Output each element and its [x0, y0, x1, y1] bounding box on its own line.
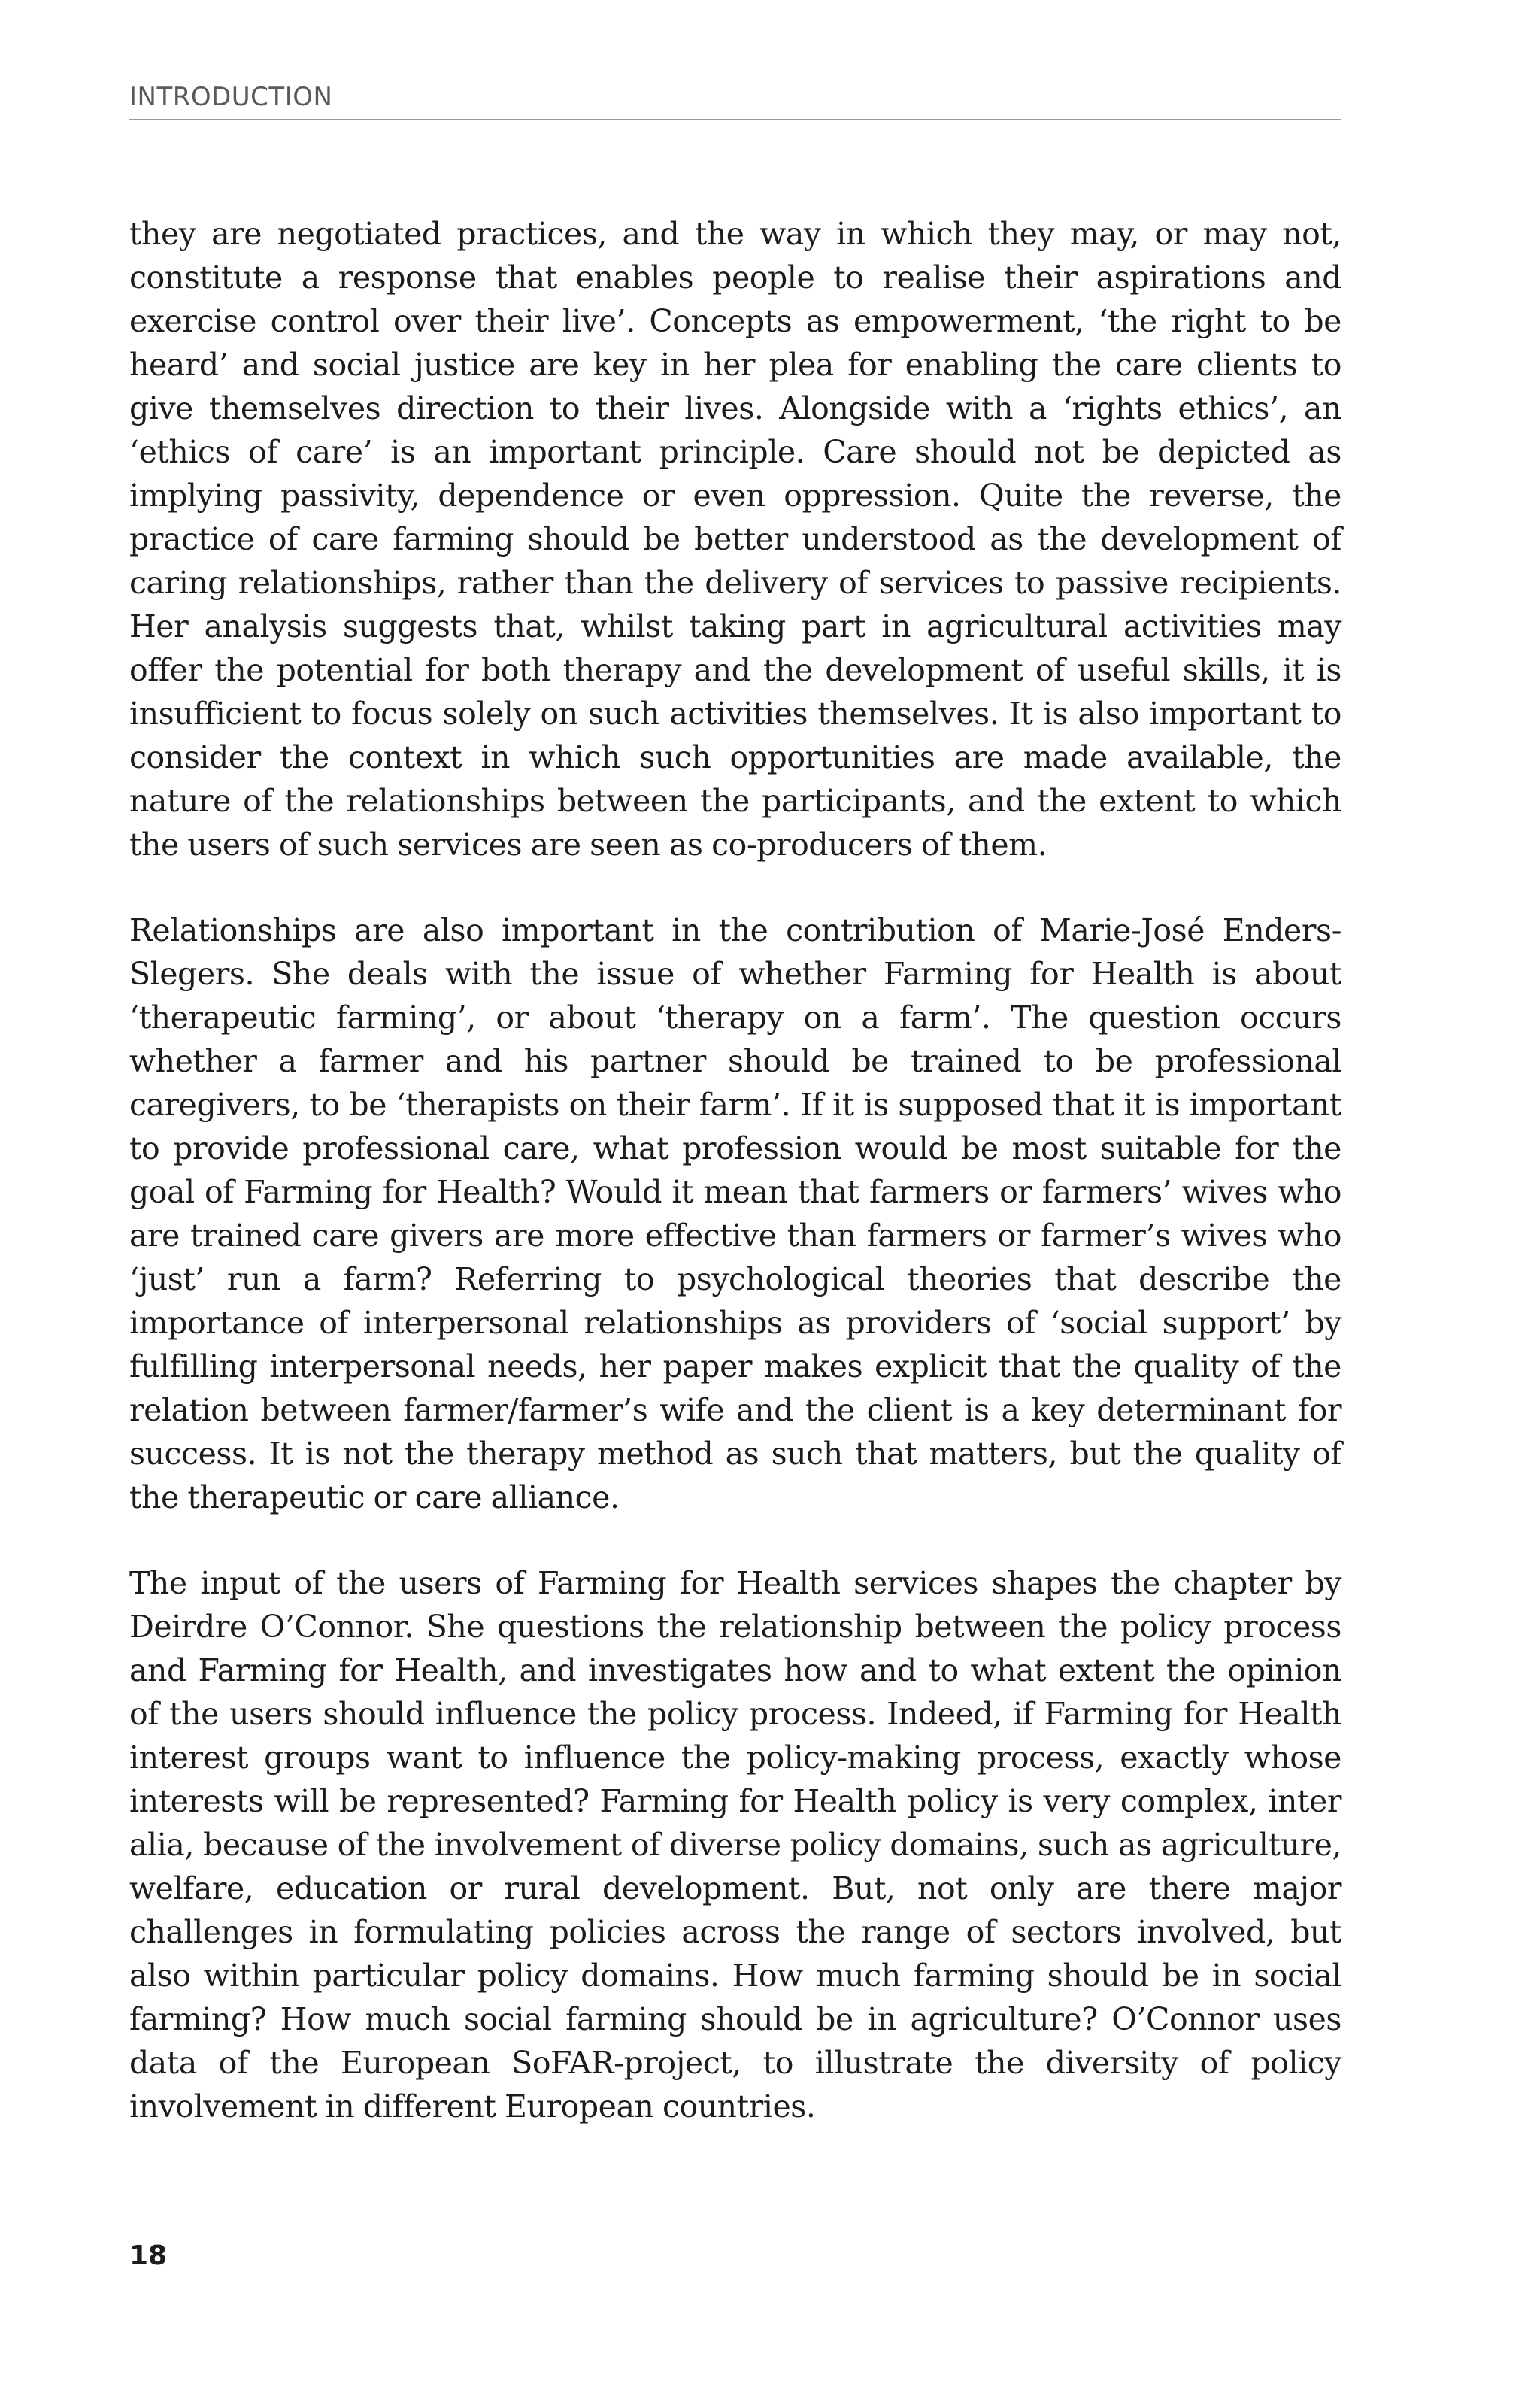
header-rule	[129, 119, 1341, 120]
page-number: 18	[129, 2240, 168, 2271]
paragraph-2: Relationships are also important in the contribution of Marie-José Enders-Slegers. She deals with the issue of whether Farming for Health is about ‘therapeutic farming’, or about ‘therapy on a farm’. The question occurs whether a farmer and his partner should be trained to be professional caregivers, to be ‘therapists on their farm’. If it is supposed that it is important to provide professional care, what profession would be most suitable for the goal of Farming for Health? Would it mean that farmers or farmers’ wives who are trained care givers are more effective than farmers or farmer’s wives who ‘just’ run a farm? Referring to psychological theories that describe the importance of interpersonal relationships as providers of ‘social support’ by fulfilling interpersonal needs, her paper makes explicit that the quality of the relation between farmer/farmer’s wife and the client is a key determinant for success. It is not the therapy method as such that matters, but the quality of the therapeutic or care alliance.	[129, 912, 1341, 1515]
body-text	[129, 212, 1341, 2170]
running-head: INTRODUCTION	[129, 82, 333, 112]
paragraph-3: The input of the users of Farming for Health services shapes the chapter by Deirdre O’Connor. She questions the relationship between the policy process and Farming for Health, and investigates how and to what extent the opinion of the users should influence the policy process. Indeed, if Farming for Health interest groups want to influence the policy-making process, exactly whose interests will be represented? Farming for Health policy is very complex, inter alia, because of the involvement of diverse policy domains, such as agriculture, welfare, education or rural development. But, not only are there major challenges in formulating policies across the range of sectors involved, but also within particular policy domains. How much farming should be in social farming? How much social farming should be in agriculture? O’Connor uses data of the European SoFAR-project, to illustrate the diversity of policy involvement in different European countries.	[129, 1565, 1341, 2125]
paragraph-1: they are negotiated practices, and the way in which they may, or may not, constitute a response that enables people to realise their aspirations and exercise control over their live’. Concepts as empowerment, ‘the right to be heard’ and social justice are key in her plea for enabling the care clients to give themselves direction to their lives. Alongside with a ‘rights ethics’, an ‘ethics of care’ is an important principle. Care should not be depicted as implying passivity, dependence or even oppression. Quite the reverse, the practice of care farming should be better understood as the development of caring relationships, rather than the delivery of services to passive recipients. Her analysis suggests that, whilst taking part in agricultural activities may offer the potential for both therapy and the development of useful skills, it is insufficient to focus solely on such activities themselves. It is also important to consider the context in which such opportunities are made available, the nature of the relationships between the participants, and the extent to which the users of such services are seen as co-producers of them.	[129, 216, 1341, 863]
